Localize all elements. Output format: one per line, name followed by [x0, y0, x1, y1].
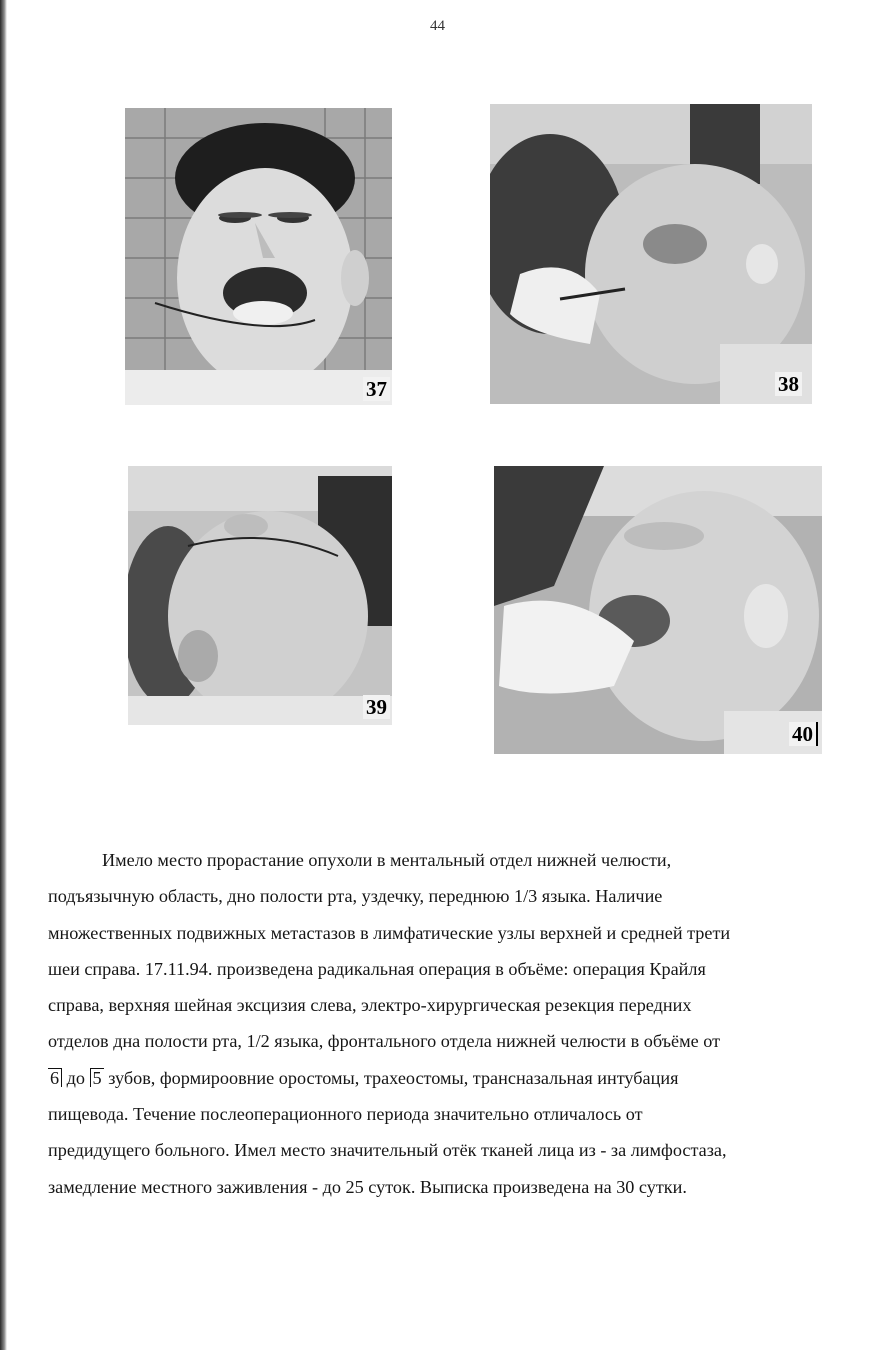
photo-figure-40	[494, 466, 822, 754]
text-line: шеи справа. 17.11.94. произведена радикальная операция в объёме: операция Крайля	[48, 958, 706, 979]
text-line: отделов дна полости рта, 1/2 языка, фронтального отдела нижней челюсти в объёме от	[48, 1031, 721, 1052]
tooth-number-6: 6	[48, 1068, 62, 1087]
scan-edge	[0, 0, 7, 1350]
text-fragment: до	[62, 1067, 90, 1088]
text-line: предидущего больного. Имел место значительный отёк тканей лица из - за лимфостаза,	[48, 1140, 727, 1161]
photo-37-image	[125, 108, 392, 405]
text-line-tooth-formula	[48, 1060, 828, 1096]
text-line: замедление местного заживления - до 25 суток. Выписка произведена на 30 сутки.	[48, 1176, 687, 1197]
photo-figure-39	[128, 466, 392, 725]
text-fragment: зубов, формироовние оростомы, трахеостомы, трансназальная интубация	[103, 1067, 679, 1088]
text-line: множественных подвижных метастазов в лимфатические узлы верхней и средней трети	[48, 922, 731, 943]
page-number: 44	[430, 18, 445, 34]
figure-label-40: 40	[789, 722, 818, 746]
photo-39-image	[128, 466, 392, 725]
photo-figure-37	[125, 108, 392, 405]
text-line: пищевода. Течение послеоперационного периода значительно отличалось от	[48, 1104, 643, 1125]
photo-40-image	[494, 466, 822, 754]
photo-38-image	[490, 104, 812, 404]
text-line: справа, верхняя шейная эксцизия слева, электро-хирургическая резекция передних	[48, 995, 692, 1016]
figure-label-37: 37	[363, 377, 390, 401]
figure-label-39: 39	[363, 695, 390, 719]
text-line: подъязычную область, дно полости рта, уздечку, переднюю 1/3 языка. Наличие	[48, 886, 663, 907]
photo-figure-38	[490, 104, 812, 404]
text-line: Имело место прорастание опухоли в ментальный отдел нижней челюсти,	[102, 850, 672, 870]
body-text	[48, 842, 828, 1205]
figure-label-38: 38	[775, 372, 802, 396]
tooth-number-5: 5	[90, 1068, 104, 1087]
